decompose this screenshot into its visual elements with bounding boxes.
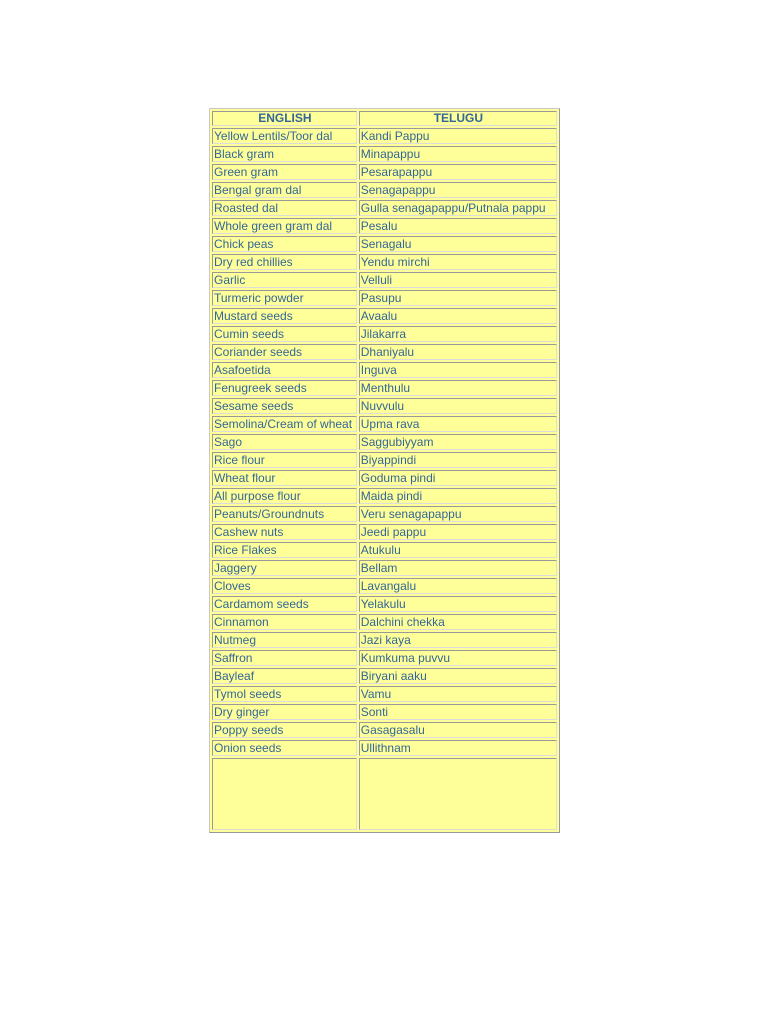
- table-row: [212, 290, 557, 306]
- table-row: [212, 380, 557, 396]
- english-term-cell: Cumin seeds: [212, 326, 357, 342]
- empty-cell: [359, 758, 557, 830]
- table-row: [212, 704, 557, 720]
- table-header-row: [212, 111, 557, 126]
- table-row: [212, 218, 557, 234]
- english-term-cell: Dry ginger: [212, 704, 357, 720]
- table-row: [212, 182, 557, 198]
- english-term-cell: Green gram: [212, 164, 357, 180]
- telugu-term-cell: Dalchini chekka: [359, 614, 557, 630]
- empty-cell: [212, 758, 357, 830]
- telugu-term-cell: Biryani aaku: [359, 668, 557, 684]
- telugu-term-cell: Jilakarra: [359, 326, 557, 342]
- table-row: [212, 326, 557, 342]
- table-row: [212, 650, 557, 666]
- table-row: [212, 164, 557, 180]
- english-term-cell: Cashew nuts: [212, 524, 357, 540]
- english-term-cell: Asafoetida: [212, 362, 357, 378]
- english-term-cell: Turmeric powder: [212, 290, 357, 306]
- telugu-term-cell: Senagalu: [359, 236, 557, 252]
- table-row: [212, 272, 557, 288]
- english-term-cell: Fenugreek seeds: [212, 380, 357, 396]
- empty-table-row: [212, 758, 557, 830]
- telugu-term-cell: Gulla senagapappu/Putnala pappu: [359, 200, 557, 216]
- telugu-term-cell: Velluli: [359, 272, 557, 288]
- english-term-cell: Roasted dal: [212, 200, 357, 216]
- telugu-term-cell: Biyappindi: [359, 452, 557, 468]
- english-term-cell: Mustard seeds: [212, 308, 357, 324]
- english-term-cell: Jaggery: [212, 560, 357, 576]
- glossary-table-container: [209, 108, 560, 833]
- english-term-cell: All purpose flour: [212, 488, 357, 504]
- table-row: [212, 200, 557, 216]
- telugu-term-cell: Pasupu: [359, 290, 557, 306]
- english-term-cell: Tymol seeds: [212, 686, 357, 702]
- telugu-term-cell: Avaalu: [359, 308, 557, 324]
- english-term-cell: Chick peas: [212, 236, 357, 252]
- telugu-term-cell: Yendu mirchi: [359, 254, 557, 270]
- table-row: [212, 398, 557, 414]
- telugu-term-cell: Inguva: [359, 362, 557, 378]
- table-row: [212, 344, 557, 360]
- telugu-term-cell: Minapappu: [359, 146, 557, 162]
- telugu-term-cell: Maida pindi: [359, 488, 557, 504]
- table-row: [212, 560, 557, 576]
- table-row: [212, 488, 557, 504]
- telugu-term-cell: Lavangalu: [359, 578, 557, 594]
- telugu-term-cell: Sonti: [359, 704, 557, 720]
- table-row: [212, 668, 557, 684]
- telugu-term-cell: Jazi kaya: [359, 632, 557, 648]
- table-row: [212, 596, 557, 612]
- english-term-cell: Bayleaf: [212, 668, 357, 684]
- english-term-cell: Garlic: [212, 272, 357, 288]
- english-term-cell: Whole green gram dal: [212, 218, 357, 234]
- table-row: [212, 452, 557, 468]
- english-term-cell: Nutmeg: [212, 632, 357, 648]
- english-term-cell: Onion seeds: [212, 740, 357, 756]
- table-row: [212, 470, 557, 486]
- table-row: [212, 308, 557, 324]
- table-row: [212, 362, 557, 378]
- table-row: [212, 740, 557, 756]
- column-header-english: ENGLISH: [212, 111, 357, 126]
- table-row: [212, 416, 557, 432]
- telugu-term-cell: Veru senagapappu: [359, 506, 557, 522]
- telugu-term-cell: Atukulu: [359, 542, 557, 558]
- english-term-cell: Cinnamon: [212, 614, 357, 630]
- english-term-cell: Wheat flour: [212, 470, 357, 486]
- english-term-cell: Peanuts/Groundnuts: [212, 506, 357, 522]
- english-term-cell: Semolina/Cream of wheat: [212, 416, 357, 432]
- table-row: [212, 722, 557, 738]
- table-row: [212, 524, 557, 540]
- telugu-term-cell: Vamu: [359, 686, 557, 702]
- telugu-term-cell: Pesarapappu: [359, 164, 557, 180]
- table-row: [212, 632, 557, 648]
- table-row: [212, 686, 557, 702]
- table-row: [212, 614, 557, 630]
- table-row: [212, 542, 557, 558]
- english-term-cell: Bengal gram dal: [212, 182, 357, 198]
- table-body: [212, 128, 557, 830]
- glossary-table: [210, 109, 559, 832]
- telugu-term-cell: Pesalu: [359, 218, 557, 234]
- telugu-term-cell: Bellam: [359, 560, 557, 576]
- telugu-term-cell: Ullithnam: [359, 740, 557, 756]
- telugu-term-cell: Gasagasalu: [359, 722, 557, 738]
- english-term-cell: Dry red chillies: [212, 254, 357, 270]
- english-term-cell: Rice Flakes: [212, 542, 357, 558]
- english-term-cell: Sago: [212, 434, 357, 450]
- english-term-cell: Poppy seeds: [212, 722, 357, 738]
- telugu-term-cell: Goduma pindi: [359, 470, 557, 486]
- english-term-cell: Rice flour: [212, 452, 357, 468]
- table-row: [212, 434, 557, 450]
- english-term-cell: Cardamom seeds: [212, 596, 357, 612]
- english-term-cell: Cloves: [212, 578, 357, 594]
- telugu-term-cell: Dhaniyalu: [359, 344, 557, 360]
- telugu-term-cell: Kumkuma puvvu: [359, 650, 557, 666]
- english-term-cell: Coriander seeds: [212, 344, 357, 360]
- english-term-cell: Saffron: [212, 650, 357, 666]
- telugu-term-cell: Upma rava: [359, 416, 557, 432]
- telugu-term-cell: Menthulu: [359, 380, 557, 396]
- telugu-term-cell: Kandi Pappu: [359, 128, 557, 144]
- table-row: [212, 146, 557, 162]
- telugu-term-cell: Senagapappu: [359, 182, 557, 198]
- telugu-term-cell: Saggubiyyam: [359, 434, 557, 450]
- english-term-cell: Black gram: [212, 146, 357, 162]
- table-row: [212, 236, 557, 252]
- english-term-cell: Yellow Lentils/Toor dal: [212, 128, 357, 144]
- column-header-telugu: TELUGU: [359, 111, 557, 126]
- telugu-term-cell: Jeedi pappu: [359, 524, 557, 540]
- telugu-term-cell: Yelakulu: [359, 596, 557, 612]
- english-term-cell: Sesame seeds: [212, 398, 357, 414]
- table-row: [212, 254, 557, 270]
- table-row: [212, 578, 557, 594]
- table-row: [212, 128, 557, 144]
- telugu-term-cell: Nuvvulu: [359, 398, 557, 414]
- table-row: [212, 506, 557, 522]
